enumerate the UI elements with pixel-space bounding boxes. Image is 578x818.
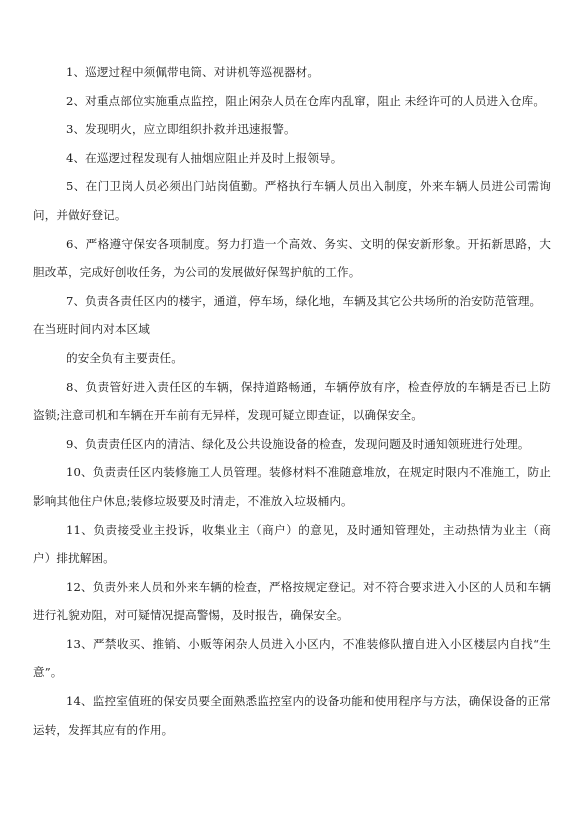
paragraph-7-continuation: 在当班时间内对本区域 bbox=[33, 322, 150, 337]
paragraph-11: 11、负责接受业主投诉，收集业主（商户）的意见，及时通知管理处，主动热情为业主（商户）排扰解困。 bbox=[33, 522, 551, 566]
paragraph-3: 3、发现明火，应立即组织扑救并迅速报警。 bbox=[66, 122, 296, 137]
document-body bbox=[33, 58, 551, 744]
paragraph-8: 8、负责管好进入责任区的车辆，保持道路畅通，车辆停放有序，检查停放的车辆是否已上防盗锁;注意司机和车辆在开车前有无异样，发现可疑立即查证，以确保安全。 bbox=[33, 379, 551, 423]
paragraph-13: 13、严禁收买、推销、小贩等闲杂人员进入小区内，不准装修队擅自进入小区楼层内自找“生意”。 bbox=[33, 636, 551, 680]
paragraph-5: 5、在门卫岗人员必须出门站岗值勤。严格执行车辆人员出入制度，外来车辆人员进公司需询问，并做好登记。 bbox=[33, 179, 551, 222]
paragraph-10: 10、负责责任区内装修施工人员管理。装修材料不准随意堆放，在规定时限内不准施工，防止影响其他住户休息;装修垃圾要及时清走，不准放入垃圾桶内。 bbox=[33, 465, 551, 508]
paragraph-7: 7、负责各责任区内的楼宇，通道，停车场，绿化地，车辆及其它公共场所的治安防范管理。 bbox=[66, 293, 542, 308]
paragraph-6: 6、严格遵守保安各项制度。努力打造一个高效、务实、文明的保安新形象。开拓新思路，大胆改革，完成好创收任务，为公司的发展做好保驾护航的工作。 bbox=[33, 236, 551, 280]
paragraph-7-continuation-2: 的安全负有主要责任。 bbox=[66, 350, 183, 365]
paragraph-2: 2、对重点部位实施重点监控，阻止闲杂人员在仓库内乱窜，阻止 未经许可的人员进入仓库。 bbox=[66, 93, 546, 108]
paragraph-1: 1、巡逻过程中须佩带电筒、对讲机等巡视器材。 bbox=[66, 65, 320, 79]
paragraph-9: 9、负责责任区内的清洁、绿化及公共设施设备的检查，发现问题及时通知领班进行处理。 bbox=[66, 436, 530, 451]
paragraph-12: 12、负责外来人员和外来车辆的检查，严格按规定登记。对不符合要求进入小区的人员和车辆进行礼貌劝阻，对可疑情况提高警惕，及时报告，确保安全。 bbox=[33, 579, 551, 623]
paragraph-14: 14、监控室值班的保安员要全面熟悉监控室内的设备功能和使用程序与方法，确保设备的正常运转，发挥其应有的作用。 bbox=[33, 694, 551, 737]
paragraph-4: 4、在巡逻过程发现有人抽烟应阻止并及时上报领导。 bbox=[66, 150, 343, 165]
